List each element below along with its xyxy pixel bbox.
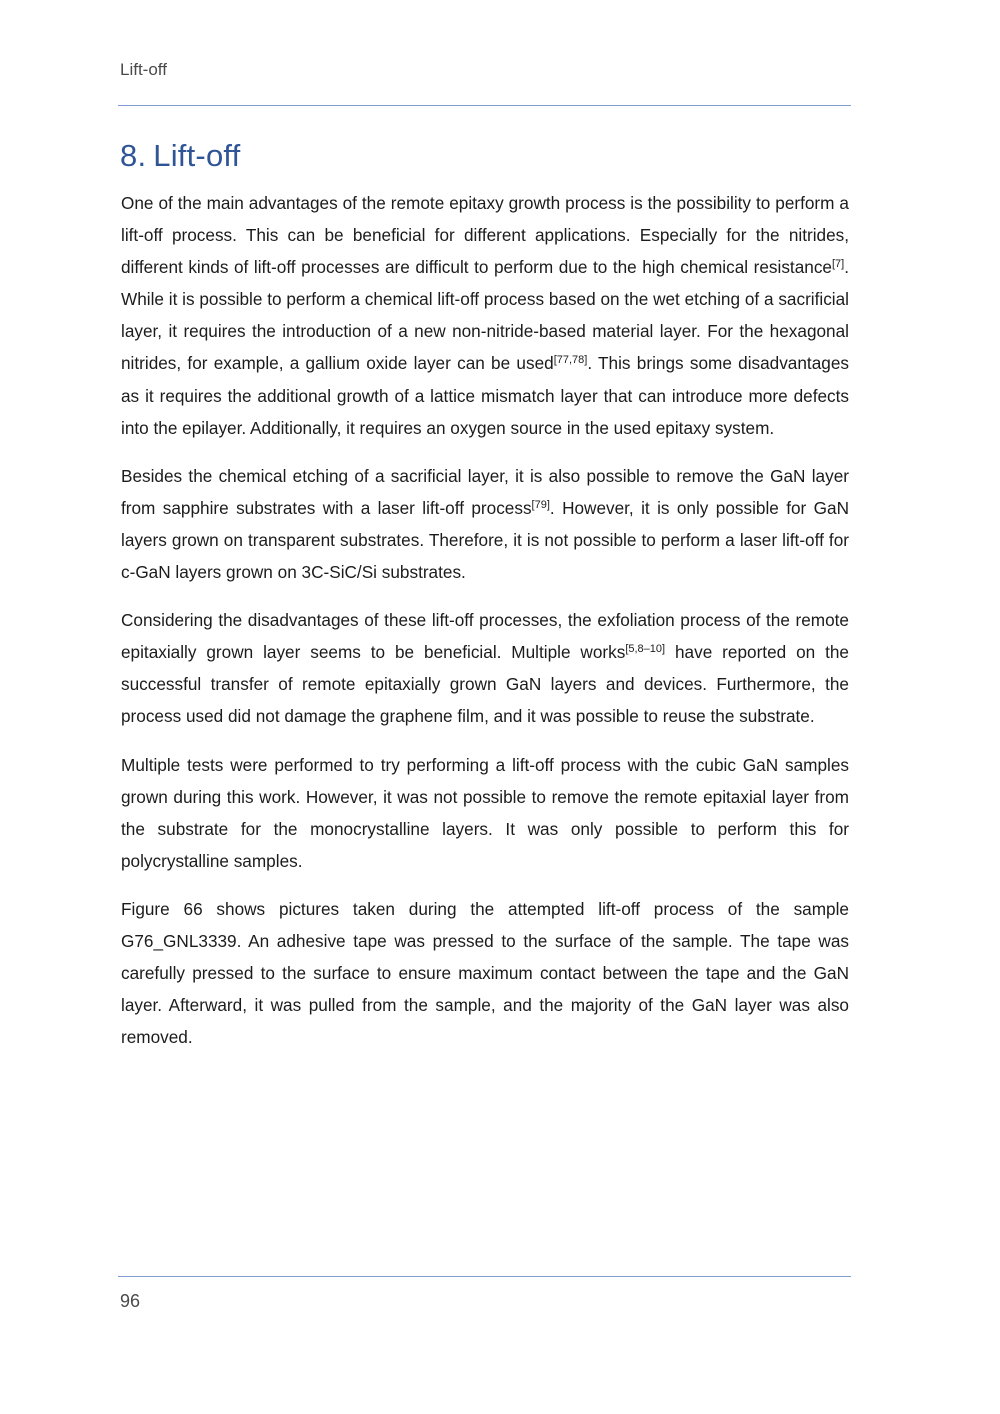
text-run: have reported on the successful transfer of remote epitaxially grown GaN layers and devices. Furthermore, the process used did not damage the graphene film, and it was possible to reuse the substrate. [121,642,849,727]
chapter-title-text: Lift-off [153,138,241,173]
page-number: 96 [120,1291,141,1311]
paragraph-4 [121,749,849,877]
text-run: Figure 66 shows pictures taken during the attempted lift-off process of the sample G76_GNL3339. An adhesive tape was pressed to the surface of the sample. The tape was carefully pressed to the surface to ensure maximum contact between the tape and the GaN layer. Afterward, it was pulled from the sample, and the majority of the GaN layer was also removed. [121,898,849,1048]
text-run: . This brings some disadvantages as it requires the additional growth of a lattice mismatch layer that can introduce more defects into the epilayer. Additionally, it requires an oxygen source in the used epitaxy system. [121,353,849,438]
chapter-title [120,138,240,174]
paragraph-1 [121,187,849,444]
running-header: Lift-off [120,60,167,79]
text-run: . However, it is only possible for GaN layers grown on transparent substrates. Therefore, it is not possible to perform a laser lift-off for c-GaN layers grown on 3C-SiC/Si substrates. [121,497,849,583]
paragraph-5 [121,893,849,1053]
body-text [121,187,849,1069]
footer-rule [118,1276,851,1277]
text-run: One of the main advantages of the remote epitaxy growth process is the possibility to perform a lift-off process. This can be beneficial for different applications. Especially for the nitrides, different kinds of lift-off processes are difficult to perform due to the high chemical resistance [121,193,849,278]
text-run: Besides the chemical etching of a sacrificial layer, it is also possible to remove the GaN layer from sapphire substrates with a laser lift-off process [121,465,849,518]
citation: [79] [531,498,550,511]
chapter-number: 8. [120,138,147,173]
header-rule [118,105,851,106]
paragraph-3 [121,604,849,732]
text-run: Multiple tests were performed to try performing a lift-off process with the cubic GaN samples grown during this work. However, it was not possible to remove the remote epitaxial layer from the substrate for the monocrystalline layers. It was only possible to perform this for polycrystalline samples. [121,754,849,871]
text-run: Considering the disadvantages of these lift-off processes, the exfoliation process of the remote epitaxially grown layer seems to be beneficial. Multiple works [121,610,849,663]
citation: [7] [831,258,845,271]
citation: [77,78] [553,354,588,367]
text-run: . While it is possible to perform a chemical lift-off process based on the wet etching of a sacrificial layer, it requires the introduction of a new non-nitride-based material layer. For the hexagonal nitrides, for example, a gallium oxide layer can be used [121,257,849,374]
paragraph-2 [121,460,849,588]
citation: [5,8–10] [625,643,666,656]
